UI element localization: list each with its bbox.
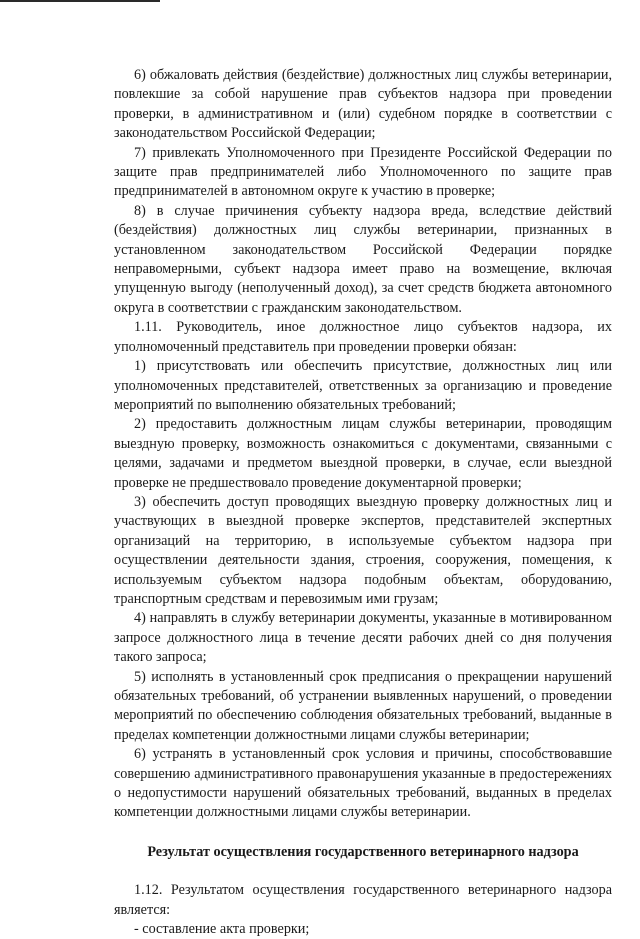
document-page (114, 66, 612, 939)
paragraph-1-12-result: 1.12. Результатом осуществления государственного ветеринарного надзора является: (114, 882, 612, 918)
paragraph-7-ombudsman: 7) привлекать Уполномоченного при Президенте Российской Федерации по защите прав предпринимателей либо Уполномоченного по защите прав предпринимателей в автономном округе к участию в проверке; (114, 144, 612, 200)
obligation-1: 1) присутствовать или обеспечить присутствие, должностных лиц или уполномоченных представителей, ответственных за организацию и проведение мероприятий по выполнению обязательных требований; (114, 358, 612, 413)
obligation-3: 3) обеспечить доступ проводящих выездную проверку должностных лиц и участвующих в выездной проверке экспертов, представителей экспертных организаций на территорию, в используемые субъектом надзора при осуществлении деятельности здания, строения, сооружения, помещения, к используемым субъектом надзора подобным объектам, оборудованию, транспортным средствам и перевозимым ими грузам; (114, 493, 612, 607)
top-rule (0, 0, 160, 2)
obligation-4: 4) направлять в службу ветеринарии документы, указанные в мотивированном запросе должностного лица в течение десяти рабочих дней со дня получения такого запроса; (114, 610, 612, 666)
obligation-2: 2) предоставить должностным лицам службы ветеринарии, проводящим выездную проверку, возможность ознакомиться с документами, связанными с целями, задачами и предметом выездной проверки, в случае, если выездной проверке не предшествовало проведение документарной проверки; (114, 416, 612, 491)
paragraph-6-appeal: 6) обжаловать действия (бездействие) должностных лиц службы ветеринарии, повлекшие за собой нарушение прав субъектов надзора при проведении проверки, в административном и (или) судебном порядке в соответствии с законодательством Российской Федерации; (114, 67, 612, 142)
paragraph-8-compensation: 8) в случае причинения субъекту надзора вреда, вследствие действий (бездействия) должностных лиц службы ветеринарии, признанных в установленном законодательством Российской Федерации порядке неправомерными, субъект надзора имеет право на возмещение, включая упущенную выгоду (неполученный доход), за счет средств бюджета автономного округа в соответствии с гражданским законодательством. (114, 202, 612, 316)
obligation-5: 5) исполнять в установленный срок предписания о прекращении нарушений обязательных требований, об устранении выявленных нарушений, о проведении мероприятий по обеспечению соблюдения обязательных требований, выданные в пределах компетенции должностными лицами службы ветеринарии; (114, 668, 612, 743)
obligation-6: 6) устранять в установленный срок условия и причины, способствовавшие совершению административного правонарушения указанные в предостережениях о недопустимости нарушений обязательных требований, выданных в пределах компетенции должностными лицами службы ветеринарии. (114, 746, 612, 821)
result-item-inspection-act: - составление акта проверки; (134, 921, 310, 938)
paragraph-1-11-obligations: 1.11. Руководитель, иное должностное лицо субъектов надзора, их уполномоченный представитель при проведении проверки обязан: (114, 319, 612, 355)
section-title: Результат осуществления государственного ветеринарного надзора (147, 843, 579, 860)
